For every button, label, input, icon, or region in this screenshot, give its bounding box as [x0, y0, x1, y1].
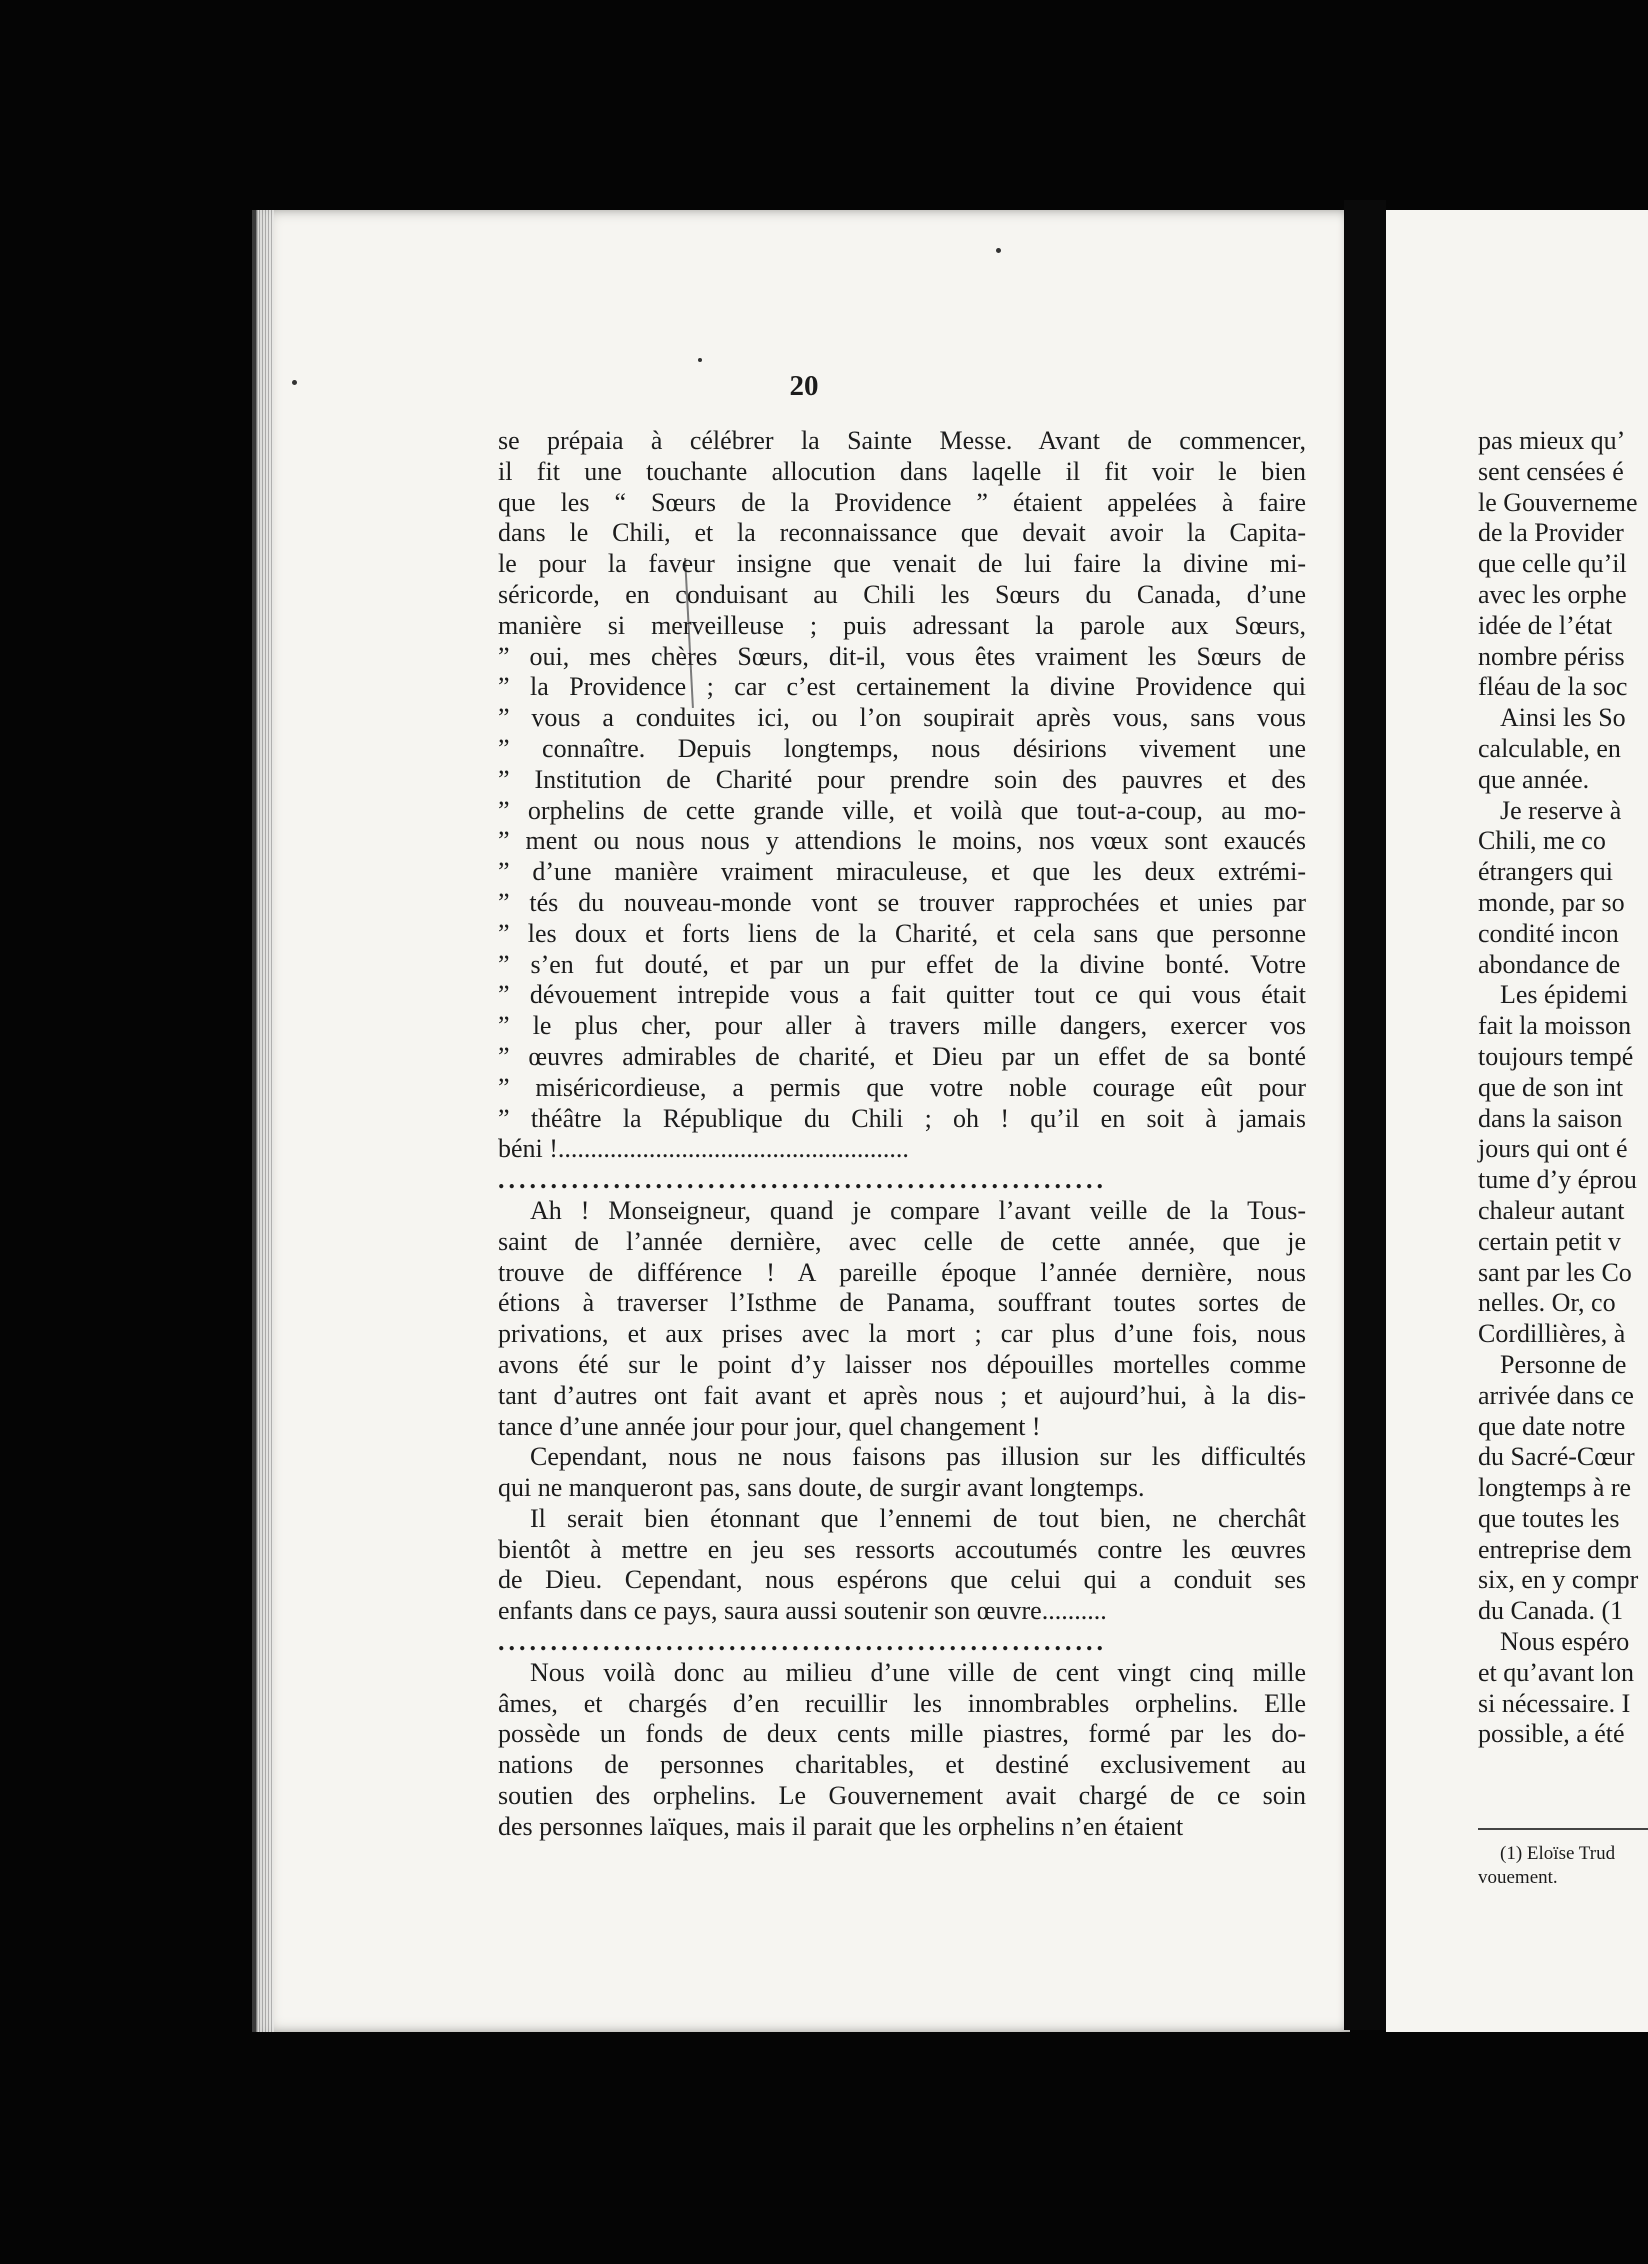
text-line: condité incon: [1478, 918, 1619, 948]
text-line: ” ment ou nous nous y attendions le moins, nos vœux sont exaucés: [498, 826, 1306, 856]
text-line: nombre périss: [1478, 641, 1625, 671]
text-line: ” orphelins de cette grande ville, et voilà que tout-a-coup, au mo-: [498, 795, 1306, 825]
text-line: Personne de: [1500, 1349, 1627, 1379]
text-line: tance d’une année jour pour jour, quel changement !: [498, 1411, 1041, 1441]
dotted-separator: ..........................................................: [498, 1627, 1107, 1657]
text-line: béni !......................................................: [498, 1134, 909, 1164]
text-line: si nécessaire. I: [1478, 1688, 1631, 1718]
text-line: bientôt à mettre en jeu ses ressorts accoutumés contre les œuvres: [498, 1534, 1306, 1564]
text-line: ” le plus cher, pour aller à travers mille dangers, exercer vos: [498, 1011, 1306, 1041]
text-line: que année.: [1478, 764, 1590, 794]
text-line: abondance de: [1478, 949, 1621, 979]
text-line: de la Provider: [1478, 518, 1624, 548]
book-gutter: [1344, 200, 1386, 2030]
footnote-rule: [1478, 1828, 1648, 1830]
text-line: possède un fonds de deux cents mille piastres, formé par les do-: [498, 1719, 1306, 1749]
text-line: qui ne manqueront pas, sans doute, de surgir avant longtemps.: [498, 1473, 1145, 1503]
text-line: fait la moisson: [1478, 1011, 1632, 1041]
text-line: longtemps à re: [1478, 1473, 1632, 1503]
footnote: [1478, 1842, 1648, 1890]
text-line: que celle qu’il: [1478, 549, 1627, 579]
ink-speck: [698, 358, 702, 362]
text-line: que de son int: [1478, 1072, 1624, 1102]
text-line: six, en y compr: [1478, 1565, 1639, 1595]
ink-speck: [996, 248, 1001, 253]
text-line: trouve de différence ! A pareille époque l’année dernière, nous: [498, 1257, 1306, 1287]
text-line: ” œuvres admirables de charité, et Dieu par un effet de sa bonté: [498, 1041, 1306, 1071]
text-line: ” miséricordieuse, a permis que votre noble courage eût pour: [498, 1072, 1306, 1102]
text-line: fléau de la soc: [1478, 672, 1628, 702]
text-line: ” oui, mes chères Sœurs, dit-il, vous êtes vraiment les Sœurs de: [498, 641, 1306, 671]
text-line: et qu’avant lon: [1478, 1657, 1634, 1687]
left-page-body-text: [498, 426, 1306, 1843]
text-line: Cordillières, à: [1478, 1319, 1626, 1349]
text-line: de Dieu. Cependant, nous espérons que celui qui a conduit ses: [498, 1565, 1306, 1595]
text-line: jours qui ont é: [1478, 1134, 1628, 1164]
text-line: ” connaître. Depuis longtemps, nous désirions vivement une: [498, 733, 1306, 763]
text-line: Les épidemi: [1500, 980, 1628, 1010]
text-line: le Gouverneme: [1478, 487, 1638, 517]
text-line: arrivée dans ce: [1478, 1380, 1634, 1410]
right-page: [1386, 210, 1648, 2032]
page-edge-texture: [256, 210, 274, 2032]
text-line: saint de l’année dernière, avec celle de cette année, que je: [498, 1226, 1306, 1256]
text-line: Cependant, nous ne nous faisons pas illusion sur les difficultés: [530, 1442, 1306, 1472]
text-line: se prépaia à célébrer la Sainte Messe. Avant de commencer,: [498, 426, 1306, 455]
text-line: étrangers qui: [1478, 857, 1614, 887]
text-line: ” théâtre la République du Chili ; oh ! qu’il en soit à jamais: [498, 1103, 1306, 1133]
text-line: ” dévouement intrepide vous a fait quitter tout ce qui vous était: [498, 980, 1306, 1010]
text-line: du Canada. (1: [1478, 1596, 1624, 1626]
footnote-line: vouement.: [1478, 1867, 1558, 1888]
text-line: que les “ Sœurs de la Providence ” étaient appelées à faire: [498, 487, 1306, 517]
text-line: Ah ! Monseigneur, quand je compare l’avant veille de la Tous-: [530, 1195, 1306, 1225]
text-line: toujours tempé: [1478, 1041, 1634, 1071]
paragraph-bishop-address: [498, 426, 1306, 1165]
text-line: Il serait bien étonnant que l’ennemi de tout bien, ne cherchât: [530, 1503, 1306, 1533]
paragraph-ennemi: [498, 1504, 1306, 1627]
text-line: enfants dans ce pays, saura aussi soutenir son œuvre..........: [498, 1596, 1107, 1626]
text-line: tume d’y éprou: [1478, 1165, 1637, 1195]
text-line: certain petit v: [1478, 1226, 1621, 1256]
text-line: le pour la faveur insigne que venait de lui faire la divine mi-: [498, 549, 1306, 579]
paragraph-cependant: [498, 1442, 1306, 1504]
text-line: âmes, et chargés d’en recuillir les innombrables orphelins. Elle: [498, 1688, 1306, 1718]
text-line: ” les doux et forts liens de la Charité, et cela sans que personne: [498, 918, 1306, 948]
text-line: entreprise dem: [1478, 1534, 1632, 1564]
text-line: ” Institution de Charité pour prendre soin des pauvres et des: [498, 764, 1306, 794]
text-line: Je reserve à: [1500, 795, 1622, 825]
paragraph-nous-voila: [498, 1658, 1306, 1843]
text-line: sant par les Co: [1478, 1257, 1632, 1287]
text-line: étions à traverser l’Isthme de Panama, souffrant toutes sortes de: [498, 1288, 1306, 1318]
text-line: Nous voilà donc au milieu d’une ville de cent vingt cinq mille: [530, 1657, 1306, 1687]
text-line: idée de l’état: [1478, 610, 1613, 640]
text-line: nations de personnes charitables, et destiné exclusivement au: [498, 1750, 1306, 1780]
text-line: ” vous a conduites ici, ou l’on soupirait après vous, sans vous: [498, 703, 1306, 733]
text-line: sent censées é: [1478, 456, 1624, 486]
text-line: soutien des orphelins. Le Gouvernement avait chargé de ce soin: [498, 1781, 1306, 1811]
text-line: que date notre: [1478, 1411, 1626, 1441]
text-line: privations, et aux prises avec la mort ; car plus d’une fois, nous: [498, 1319, 1306, 1349]
text-line: avec les orphe: [1478, 579, 1627, 609]
text-line: que toutes les: [1478, 1503, 1620, 1533]
page-number: 20: [789, 370, 819, 402]
text-line: calculable, en: [1478, 733, 1621, 763]
paragraph-monseigneur: [498, 1196, 1306, 1442]
text-line: Chili, me co: [1478, 826, 1606, 856]
right-page-body-text: [1478, 426, 1648, 1750]
left-page: [252, 210, 1350, 2032]
text-line: ” tés du nouveau-monde vont se trouver rapprochées et unies par: [498, 887, 1306, 917]
dotted-separator: ..........................................................: [498, 1165, 1107, 1195]
text-line: tant d’autres ont fait avant et après nous ; et aujourd’hui, à la dis-: [498, 1380, 1306, 1410]
text-line: ” la Providence ; car c’est certainement la divine Providence qui: [498, 672, 1306, 702]
text-line: possible, a été: [1478, 1719, 1625, 1749]
text-line: Nous espéro: [1500, 1627, 1630, 1657]
text-line: chaleur autant: [1478, 1195, 1625, 1225]
text-line: dans la saison: [1478, 1103, 1623, 1133]
text-line: Ainsi les So: [1500, 703, 1626, 733]
text-line: dans le Chili, et la reconnaissance que devait avoir la Capita-: [498, 518, 1306, 548]
footnote-line: (1) Eloïse Trud: [1500, 1843, 1616, 1864]
text-line: il fit une touchante allocution dans laqelle il fit voir le bien: [498, 456, 1306, 486]
text-line: nelles. Or, co: [1478, 1288, 1616, 1318]
text-line: séricorde, en conduisant au Chili les Sœurs du Canada, d’une: [498, 579, 1306, 609]
text-line: ” s’en fut douté, et par un pur effet de la divine bonté. Votre: [498, 949, 1306, 979]
text-line: manière si merveilleuse ; puis adressant la parole aux Sœurs,: [498, 610, 1306, 640]
text-line: pas mieux qu’: [1478, 426, 1626, 455]
text-line: monde, par so: [1478, 887, 1625, 917]
text-line: des personnes laïques, mais il parait que les orphelins n’en étaient: [498, 1811, 1184, 1841]
text-line: du Sacré-Cœur: [1478, 1442, 1635, 1472]
text-line: ” d’une manière vraiment miraculeuse, et que les deux extrémi-: [498, 857, 1306, 887]
text-line: avons été sur le point d’y laisser nos dépouilles mortelles comme: [498, 1349, 1306, 1379]
